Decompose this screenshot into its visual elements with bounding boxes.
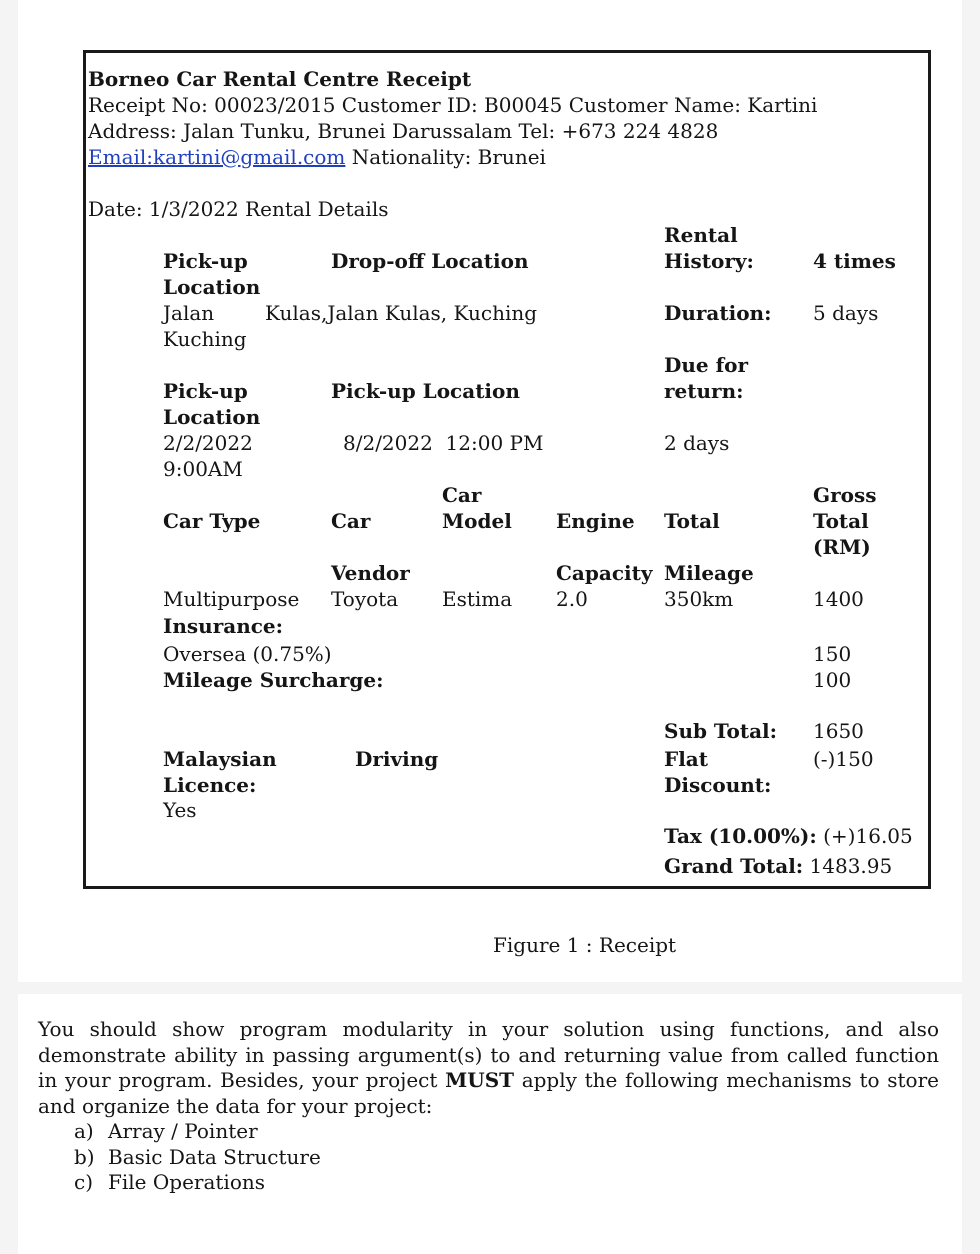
tax-label: Tax (10.00%): [664,824,817,848]
email-link[interactable]: Email:kartini@gmail.com [88,145,346,169]
pickup-datetime: 8/2/2022 12:00 PM [343,431,544,455]
date-line: Date: 1/3/2022 Rental Details [88,197,389,221]
hdr-gross-3: (RM) [813,535,871,559]
mechanisms-list [74,1119,321,1196]
grand-total-label: Grand Total: [664,854,804,878]
dropoff-value: Kulas,Jalan Kulas, Kuching [265,301,538,325]
hdr-gross-1: Gross [813,483,877,507]
licence-label: Licence: [163,773,257,797]
grand-total-value: 1483.95 [809,854,893,878]
hdr-mileage: Mileage [664,561,754,585]
pickup-date: 2/2/2022 [163,431,253,455]
row-mileage: 350km [664,587,734,611]
hdr-vendor: Vendor [331,561,410,585]
rental-history-label-2: History: [664,249,754,273]
para-part-b: apply the following mechanisms to store and organize the data for your project: [38,1068,939,1119]
hdr-model-2: Model [442,509,512,533]
hdr-gross-2: Total [813,509,869,533]
receipt-customer-line: Receipt No: 00023/2015 Customer ID: B00045 Customer Name: Kartini [88,93,818,117]
list-item: b) Basic Data Structure [74,1144,321,1169]
row-vendor: Toyota [331,587,399,611]
subtotal-value: 1650 [813,719,864,743]
surcharge-label: Mileage Surcharge: [163,668,384,692]
pickup-time: 9:00AM [163,457,243,481]
flat-value: (-)150 [813,747,874,771]
surcharge-amount: 100 [813,668,852,692]
receipt-address-line: Address: Jalan Tunku, Brunei Darussalam Tel: +673 224 4828 [88,119,719,143]
pickup2-header-1: Pick-up [163,379,248,403]
hdr-model-1: Car [442,483,482,507]
pickup2-header-2: Location [163,405,261,429]
pickup-header-2: Location [163,275,261,299]
row-gross: 1400 [813,587,864,611]
duration-value: 5 days [813,301,879,325]
insurance-amount: 150 [813,642,852,666]
subtotal-label: Sub Total: [664,719,778,743]
due-label-1: Due for [664,353,749,377]
malaysian-label: Malaysian [163,747,277,771]
row-engine: 2.0 [556,587,588,611]
para-must: MUST [445,1068,515,1093]
rental-history-label-1: Rental [664,223,738,247]
licence-value: Yes [163,798,197,822]
receipt-title: Borneo Car Rental Centre Receipt [88,67,472,91]
row-model: Estima [442,587,513,611]
hdr-capacity: Capacity [556,561,653,585]
pickup-location-header: Pick-up Location [331,379,520,403]
dropoff-header: Drop-off Location [331,249,529,273]
grand-total-line [664,853,892,879]
hdr-car: Car [331,509,371,533]
hdr-total: Total [664,509,720,533]
receipt-email-line [88,144,546,170]
discount-label: Discount: [664,773,772,797]
list-item: a) Array / Pointer [74,1119,258,1143]
instructions-paragraph [38,1017,939,1120]
rental-history-value: 4 times [813,249,896,273]
pickup-value-1: Jalan [163,301,215,325]
pickup-value-2: Kuching [163,327,247,351]
pickup-header-1: Pick-up [163,249,248,273]
hdr-engine: Engine [556,509,635,533]
tax-line [664,823,913,849]
driving-label: Driving [355,747,439,771]
para-part-a: You should show program modularity in your solution using functions, and also demonstrate ability in passing argument(s) to and returning value from called function in your program. Besides, your project [38,1017,939,1093]
flat-label: Flat [664,747,708,771]
list-item: c) File Operations [74,1170,266,1195]
tax-value: (+)16.05 [823,824,913,848]
figure-caption: Figure 1 : Receipt [493,933,677,957]
due-label-2: return: [664,379,744,403]
insurance-value: Oversea (0.75%) [163,642,332,666]
row-car-type: Multipurpose [163,587,300,611]
due-value: 2 days [664,431,730,455]
duration-label: Duration: [664,301,772,325]
nationality: Nationality: Brunei [351,145,546,169]
hdr-car-type: Car Type [163,509,261,533]
insurance-label: Insurance: [163,614,284,638]
